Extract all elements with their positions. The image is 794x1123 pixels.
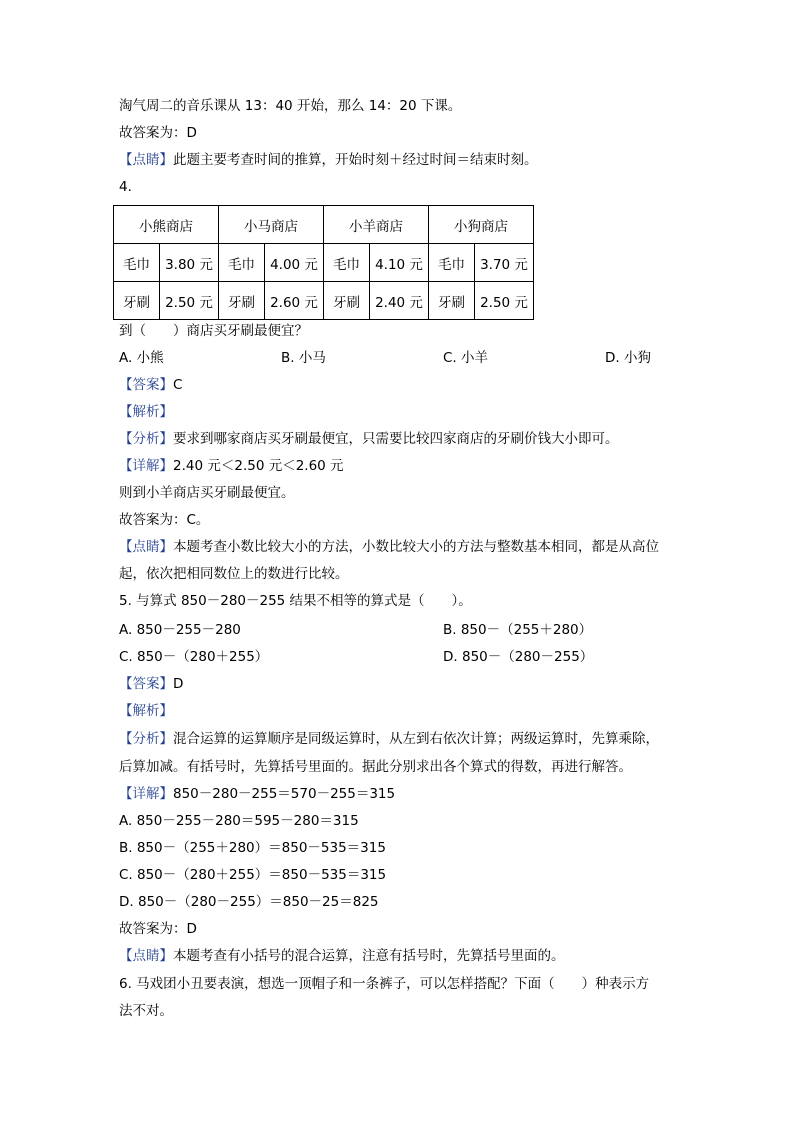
xiangjie-text: 850－280－255＝570－255＝315 — [173, 786, 396, 802]
table-row — [114, 244, 534, 282]
table-cell: 4.00 元 — [265, 244, 324, 282]
analysis-tag: 【解析】 — [119, 404, 173, 420]
option-a: A. 850－255－280 — [119, 622, 241, 638]
dianjing-tag: 【点睛】 — [119, 948, 173, 964]
table-cell: 3.80 元 — [160, 244, 219, 282]
dianjing-tag: 【点睛】 — [119, 539, 173, 555]
question-number: 4. — [119, 179, 132, 195]
calc-step: C. 850－（280＋255）＝850－535＝315 — [119, 867, 387, 883]
price-table — [113, 205, 534, 320]
calc-step: B. 850－（255＋280）＝850－535＝315 — [119, 840, 386, 856]
calc-step: A. 850－255－280＝595－280＝315 — [119, 813, 359, 829]
table-header-cell: 小狗商店 — [429, 206, 534, 244]
table-cell: 2.50 元 — [475, 282, 534, 320]
xiangjie-line — [119, 784, 395, 804]
dianjing-tag: 【点睛】 — [119, 152, 173, 168]
dianjing-text: 本题考查小数比较大小的方法，小数比较大小的方法与整数基本相同，都是从高位 — [173, 539, 659, 555]
table-row — [114, 282, 534, 320]
table-cell: 毛巾 — [114, 244, 160, 282]
table-cell: 毛巾 — [429, 244, 475, 282]
answer-line — [119, 375, 182, 395]
final-answer: 故答案为：C。 — [119, 512, 210, 528]
table-cell: 2.40 元 — [370, 282, 429, 320]
answer-value: D — [173, 676, 184, 692]
fenxi-line — [119, 429, 619, 449]
xiangjie-tag: 【详解】 — [119, 458, 173, 474]
table-header-row — [114, 206, 534, 244]
table-cell: 牙刷 — [429, 282, 475, 320]
dianjing-cont: 起，依次把相同数位上的数进行比较。 — [119, 566, 349, 582]
option-b: B. 小马 — [281, 350, 326, 366]
question-cont: 法不对。 — [119, 1003, 173, 1019]
dianjing-text: 本题考查有小括号的混合运算，注意有括号时，先算括号里面的。 — [173, 948, 565, 964]
table-cell: 2.50 元 — [160, 282, 219, 320]
xiangjie-tag: 【详解】 — [119, 786, 173, 802]
question-text: 6. 马戏团小丑要表演，想选一顶帽子和一条裤子，可以怎样搭配？下面（ ）种表示方 — [119, 976, 650, 992]
table-cell: 牙刷 — [114, 282, 160, 320]
xiangjie-text: 2.40 元＜2.50 元＜2.60 元 — [173, 458, 344, 474]
table-cell: 牙刷 — [219, 282, 265, 320]
analysis-tag: 【解析】 — [119, 703, 173, 719]
table-cell: 毛巾 — [219, 244, 265, 282]
fenxi-text: 要求到哪家商店买牙刷最便宜，只需要比较四家商店的牙刷价钱大小即可。 — [173, 431, 619, 447]
table-header-cell: 小马商店 — [219, 206, 324, 244]
option-c: C. 850－（280＋255） — [119, 649, 269, 665]
question-text: 到（ ）商店买牙刷最便宜？ — [119, 323, 308, 339]
fenxi-cont: 后算加减。有括号时，先算括号里面的。据此分别求出各个算式的得数，再进行解答。 — [119, 759, 632, 775]
option-a: A. 小熊 — [119, 350, 164, 366]
table-cell: 毛巾 — [324, 244, 370, 282]
dianjing-text: 此题主要考查时间的推算，开始时刻＋经过时间＝结束时刻。 — [173, 152, 538, 168]
fenxi-text: 混合运算的运算顺序是同级运算时，从左到右依次计算；两级运算时，先算乘除， — [173, 731, 659, 747]
option-d: D. 850－（280－255） — [443, 649, 594, 665]
table-cell: 2.60 元 — [265, 282, 324, 320]
fenxi-tag: 【分析】 — [119, 431, 173, 447]
answer-value: C — [173, 377, 183, 393]
answer-tag: 【答案】 — [119, 676, 173, 692]
answer-tag: 【答案】 — [119, 377, 173, 393]
answer-line — [119, 674, 183, 694]
final-answer: 故答案为：D — [119, 921, 197, 937]
table-header-cell: 小羊商店 — [324, 206, 429, 244]
table-cell: 4.10 元 — [370, 244, 429, 282]
fenxi-line — [119, 729, 659, 749]
option-c: C. 小羊 — [443, 350, 489, 366]
dianjing-line — [119, 946, 565, 966]
table-header-cell: 小熊商店 — [114, 206, 219, 244]
text-line: 故答案为：D — [119, 125, 197, 141]
table-cell: 牙刷 — [324, 282, 370, 320]
conclusion-line: 则到小羊商店买牙刷最便宜。 — [119, 485, 295, 501]
table-cell: 3.70 元 — [475, 244, 534, 282]
calc-step: D. 850－（280－255）＝850－25＝825 — [119, 894, 379, 910]
text-line — [119, 150, 538, 170]
fenxi-tag: 【分析】 — [119, 731, 173, 747]
dianjing-line — [119, 537, 659, 557]
text-line: 淘气周二的音乐课从 13：40 开始，那么 14：20 下课。 — [119, 98, 462, 114]
option-b: B. 850－（255＋280） — [443, 622, 593, 638]
xiangjie-line — [119, 456, 344, 476]
question-text: 5. 与算式 850－280－255 结果不相等的算式是（ ）。 — [119, 593, 472, 609]
option-d: D. 小狗 — [605, 350, 651, 366]
